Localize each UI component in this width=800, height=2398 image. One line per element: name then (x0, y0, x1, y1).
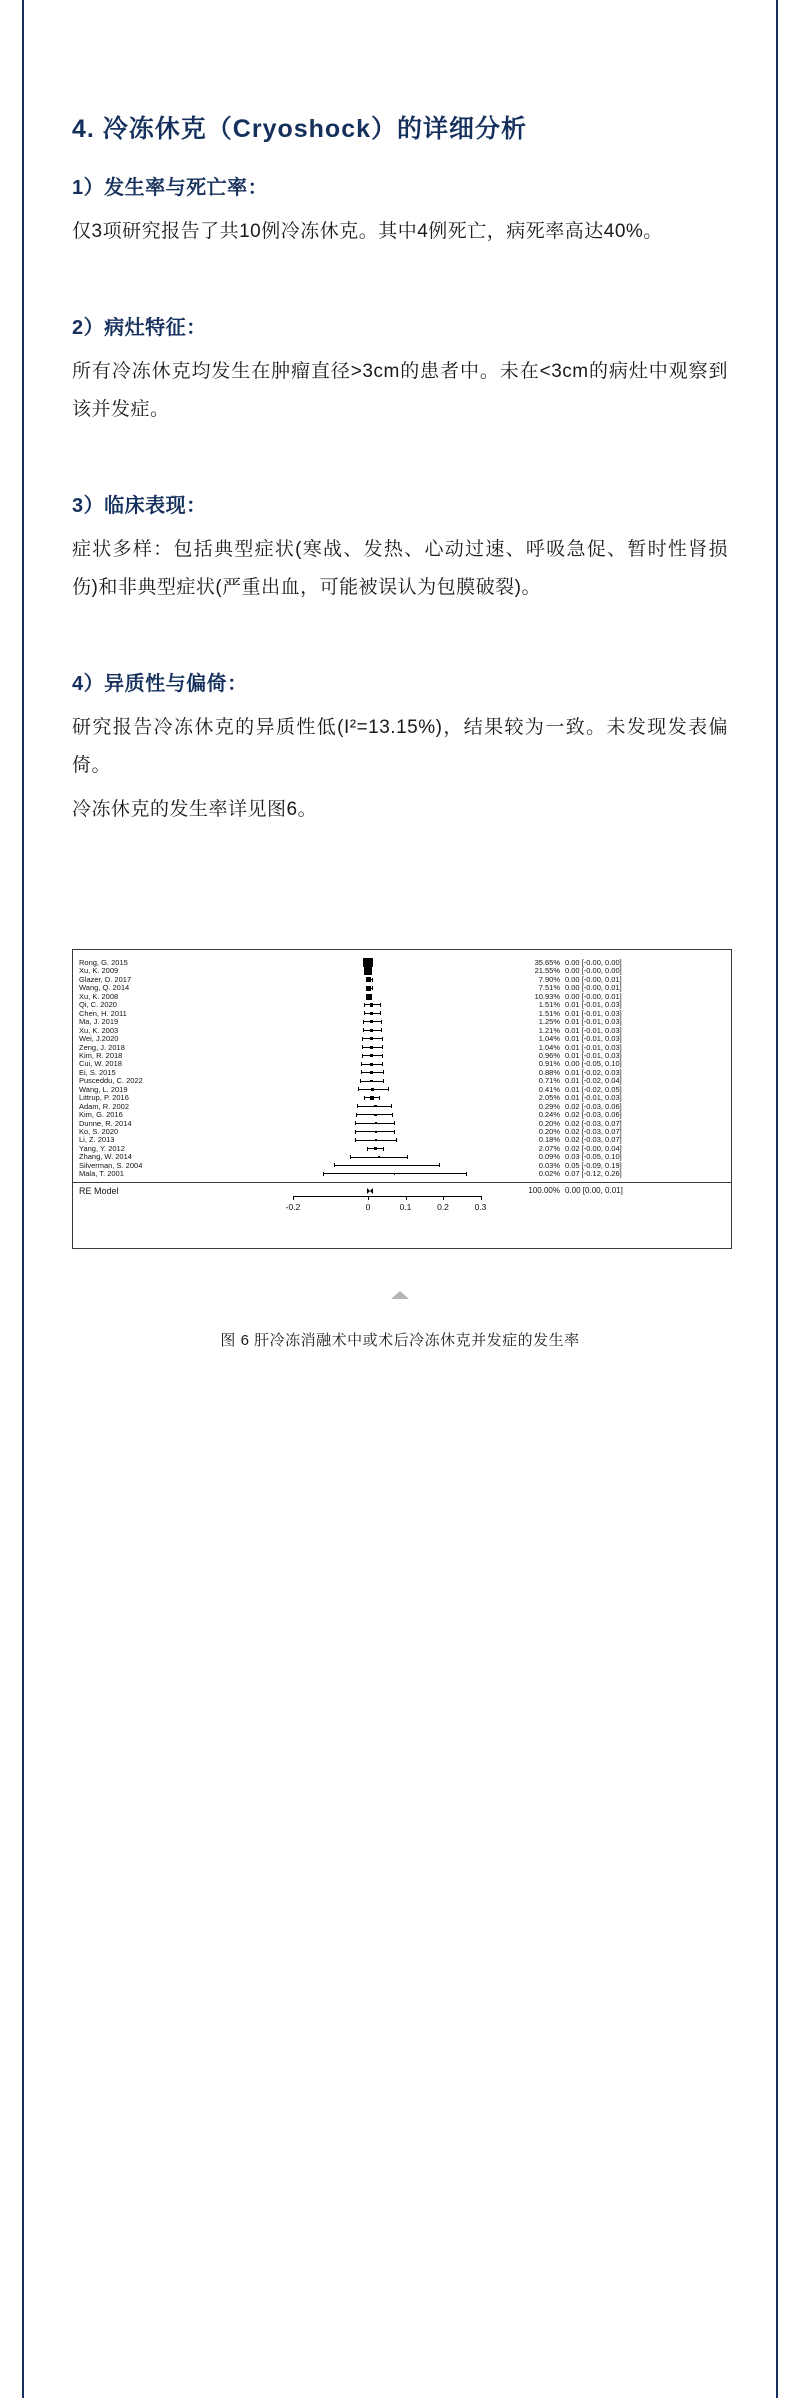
ci-cap (361, 1070, 362, 1074)
ci-cap (383, 1070, 384, 1074)
ci-cap (323, 1172, 324, 1176)
summary-separator (73, 1182, 731, 1183)
article-content (24, 0, 776, 1350)
study-estimate: 0.00 [-0.00, 0.01] (565, 974, 622, 984)
effect-marker (375, 1139, 377, 1141)
effect-marker (370, 1046, 373, 1049)
study-weight: 2.07% (538, 1143, 560, 1153)
study-estimate: 0.01 [-0.02, 0.04] (565, 1076, 622, 1086)
study-estimate: 0.00 [-0.00, 0.00] (565, 966, 622, 976)
subsection-paragraph-2: 所有冷冻休克均发生在肿瘤直径>3cm的患者中。未在<3cm的病灶中观察到该并发症。 (72, 361, 728, 420)
study-estimate: 0.01 [-0.01, 0.03] (565, 1008, 622, 1018)
ci-cap (372, 986, 373, 990)
ci-cap (361, 1062, 362, 1066)
ci-cap (382, 1062, 383, 1066)
ci-cap (362, 1045, 363, 1049)
study-estimate: 0.01 [-0.01, 0.03] (565, 1050, 622, 1060)
ci-cap (362, 1037, 363, 1041)
figure-caption: 图 6 肝冷冻消融术中或术后冷冻休克并发症的发生率 (220, 1332, 580, 1349)
study-label: Wang, L. 2019 (79, 1084, 128, 1094)
subsection-paragraph-1: 仅3项研究报告了共10例冷冻休克。其中4例死亡，病死率高达40%。 (72, 221, 663, 242)
study-estimate: 0.01 [-0.02, 0.05] (565, 1084, 622, 1094)
effect-marker (370, 1063, 373, 1066)
study-label: Kim, G. 2016 (79, 1110, 123, 1120)
ci-cap (360, 1079, 361, 1083)
study-label: Littrup, P. 2016 (79, 1093, 129, 1103)
study-label: Dunne, R. 2014 (79, 1118, 132, 1128)
effect-marker (394, 1173, 396, 1175)
ci-cap (383, 1079, 384, 1083)
study-estimate: 0.01 [-0.01, 0.03] (565, 1025, 622, 1035)
study-label: Ko, S. 2020 (79, 1127, 119, 1136)
spacer (72, 435, 728, 465)
study-weight: 10.93% (534, 991, 560, 1001)
ci-cap (372, 978, 373, 982)
study-estimate: 0.02 [-0.03, 0.07] (565, 1127, 622, 1136)
ci-cap (358, 1087, 359, 1091)
study-label: Li, Z. 2013 (79, 1135, 115, 1145)
ci-cap (364, 1096, 365, 1100)
effect-marker (370, 1071, 373, 1074)
effect-marker (374, 1105, 376, 1107)
spacer (72, 613, 728, 643)
study-estimate: 0.00 [-0.00, 0.00] (565, 958, 622, 967)
ci-cap (381, 1020, 382, 1024)
study-estimate: 0.02 [-0.03, 0.06] (565, 1101, 622, 1111)
study-weight: 1.51% (538, 1000, 560, 1010)
ci-cap (357, 1104, 358, 1108)
ci-cap (350, 1155, 351, 1159)
study-label: Yang, Y. 2012 (79, 1143, 125, 1153)
ci-cap (388, 1087, 389, 1091)
ci-cap (380, 1003, 381, 1007)
ci-cap (396, 1138, 397, 1142)
ci-cap (363, 1020, 364, 1024)
study-label: Chen, H. 2011 (79, 1008, 127, 1018)
study-estimate: 0.02 [-0.00, 0.04] (565, 1143, 622, 1153)
ci-cap (439, 1163, 440, 1167)
ci-cap (394, 1130, 395, 1134)
ci-cap (383, 1147, 384, 1151)
study-label: Qi, C. 2020 (79, 1000, 117, 1010)
page-title: 4. 冷冻休克（Cryoshock）的详细分析 (72, 115, 528, 143)
study-label: Zhang, W. 2014 (79, 1152, 132, 1162)
study-weight: 0.41% (538, 1084, 560, 1094)
effect-marker (374, 1114, 376, 1116)
study-label: Ei, S. 2015 (79, 1067, 116, 1077)
effect-marker (363, 958, 373, 968)
study-label: Pusceddu, C. 2022 (79, 1076, 143, 1086)
summary-estimate: 0.00 [0.00, 0.01] (565, 1185, 623, 1195)
study-weight: 1.21% (538, 1025, 560, 1035)
ci-cap (466, 1172, 467, 1176)
effect-marker (370, 1054, 373, 1057)
ci-cap (380, 1011, 381, 1015)
study-label: Xu, K. 2009 (79, 966, 119, 976)
ci-cap (367, 1147, 368, 1151)
effect-marker (370, 1096, 374, 1100)
study-estimate: 0.03 [-0.05, 0.10] (565, 1152, 622, 1162)
subsection-heading-4: 4）异质性与偏倚： (72, 673, 248, 695)
x-axis-tick-label: -0.2 (285, 1201, 301, 1212)
study-estimate: 0.01 [-0.01, 0.03] (565, 1093, 622, 1103)
subsection-heading-1: 1）发生率与死亡率： (72, 177, 269, 199)
study-weight: 0.20% (538, 1127, 560, 1136)
study-estimate: 0.01 [-0.01, 0.03] (565, 1042, 622, 1052)
study-estimate: 0.01 [-0.01, 0.03] (565, 1034, 622, 1044)
effect-marker (370, 1080, 373, 1083)
study-label: Xu, K. 2008 (79, 991, 119, 1001)
study-estimate: 0.02 [-0.03, 0.06] (565, 1110, 622, 1120)
study-label: Glazer, D. 2017 (79, 974, 132, 984)
effect-marker (370, 1020, 373, 1023)
x-axis-tick-label: 0.2 (437, 1201, 449, 1212)
summary-weight: 100.00% (528, 1185, 560, 1195)
study-weight: 1.25% (538, 1017, 560, 1027)
study-estimate: 0.00 [-0.00, 0.01] (565, 991, 622, 1001)
x-axis-tick (481, 1196, 482, 1200)
effect-marker (366, 994, 372, 1000)
x-axis-tick (443, 1196, 444, 1200)
effect-marker (386, 1165, 388, 1167)
ci-cap (356, 1113, 357, 1117)
study-estimate: 0.00 [-0.00, 0.01] (565, 983, 622, 993)
x-axis-tick (406, 1196, 407, 1200)
study-weight: 0.18% (538, 1135, 560, 1145)
subsection-paragraph-3: 症状多样：包括典型症状(寒战、发热、心动过速、呼吸急促、暂时性肾损伤)和非典型症状(严重出血，可能被误认为包膜破裂)。 (72, 539, 728, 598)
ci-cap (407, 1155, 408, 1159)
subsection-heading-3: 3）临床表现： (72, 495, 207, 517)
study-weight: 21.55% (534, 966, 560, 976)
ci-cap (364, 1003, 365, 1007)
ci-cap (364, 1011, 365, 1015)
study-weight: 0.02% (538, 1169, 560, 1179)
effect-marker (375, 1122, 377, 1124)
study-weight: 7.90% (538, 974, 560, 984)
ci-cap (355, 1130, 356, 1134)
effect-marker (378, 1156, 380, 1158)
ci-cap (391, 1104, 392, 1108)
study-weight: 1.51% (538, 1008, 560, 1018)
study-weight: 35.65% (534, 958, 560, 967)
x-axis-tick (293, 1196, 294, 1200)
study-label: Xu, K. 2003 (79, 1025, 119, 1035)
effect-marker (370, 1037, 373, 1040)
effect-marker (370, 1012, 373, 1015)
study-label: Cui, W. 2018 (79, 1059, 122, 1069)
summary-label: RE Model (79, 1185, 119, 1196)
forest-plot-canvas (73, 950, 731, 1248)
ci-cap (381, 1028, 382, 1032)
ci-cap (379, 1096, 380, 1100)
study-estimate: 0.07 [-0.12, 0.26] (565, 1169, 622, 1179)
effect-marker (366, 986, 371, 991)
effect-marker (370, 1029, 373, 1032)
study-weight: 0.88% (538, 1067, 560, 1077)
study-weight: 7.51% (538, 983, 560, 993)
x-axis-tick-label: 0 (365, 1201, 371, 1212)
subsection-paragraph-4a: 研究报告冷冻休克的异质性低(I²=13.15%)，结果较为一致。未发现发表偏倚。 (72, 717, 728, 776)
effect-marker (370, 1003, 373, 1006)
study-label: Wang, Q. 2014 (79, 983, 130, 993)
x-axis-line (293, 1196, 481, 1197)
x-axis-tick-label: 0.1 (399, 1201, 412, 1212)
subsection-heading-2: 2）病灶特征： (72, 317, 207, 339)
effect-marker (375, 1131, 377, 1133)
subsection-paragraph-4b: 冷冻休克的发生率详见图6。 (72, 799, 318, 820)
effect-marker (366, 977, 371, 982)
document-page (22, 0, 778, 2398)
effect-marker (371, 1088, 373, 1090)
ci-cap (334, 1163, 335, 1167)
up-arrow-icon (391, 1291, 409, 1299)
study-weight: 0.96% (538, 1050, 560, 1060)
study-label: Silverman, S. 2004 (79, 1160, 143, 1170)
study-estimate: 0.01 [-0.01, 0.03] (565, 1017, 622, 1027)
ci-cap (382, 1054, 383, 1058)
ci-cap (392, 1113, 393, 1117)
study-weight: 0.09% (538, 1152, 560, 1162)
x-axis-tick (368, 1196, 369, 1200)
study-label: Wei, J.2020 (79, 1034, 119, 1044)
x-axis-tick-label: 0.3 (474, 1201, 487, 1212)
study-weight: 1.04% (538, 1042, 560, 1052)
ci-cap (363, 1028, 364, 1032)
effect-marker (374, 1147, 378, 1151)
forest-plot (72, 949, 732, 1249)
study-label: Adam, R. 2002 (79, 1101, 130, 1111)
study-weight: 0.71% (538, 1076, 560, 1086)
summary-diamond (367, 1188, 373, 1194)
study-label: Ma, J. 2019 (79, 1017, 119, 1027)
study-estimate: 0.02 [-0.03, 0.07] (565, 1118, 622, 1128)
study-estimate: 0.01 [-0.01, 0.03] (565, 1000, 622, 1010)
spacer (72, 257, 728, 287)
study-weight: 0.03% (538, 1160, 560, 1170)
ci-cap (362, 1054, 363, 1058)
ci-cap (394, 1121, 395, 1125)
study-estimate: 0.02 [-0.03, 0.07] (565, 1135, 622, 1145)
study-weight: 2.05% (538, 1093, 560, 1103)
study-weight: 0.29% (538, 1101, 560, 1111)
study-weight: 0.24% (538, 1110, 560, 1120)
ci-cap (382, 1037, 383, 1041)
study-label: Rong, G. 2015 (79, 958, 128, 967)
study-estimate: 0.01 [-0.02, 0.03] (565, 1067, 622, 1077)
study-label: Mala, T. 2001 (79, 1169, 124, 1179)
study-weight: 0.20% (538, 1118, 560, 1128)
figure-block (72, 949, 728, 1350)
ci-cap (355, 1121, 356, 1125)
study-weight: 0.91% (538, 1059, 560, 1069)
ci-cap (355, 1138, 356, 1142)
effect-marker (364, 967, 372, 975)
study-label: Kim, R. 2018 (79, 1050, 123, 1060)
study-estimate: 0.05 [-0.09, 0.19] (565, 1160, 622, 1170)
study-label: Zeng, J. 2018 (79, 1042, 125, 1052)
study-weight: 1.04% (538, 1034, 560, 1044)
ci-cap (382, 1045, 383, 1049)
study-estimate: 0.00 [-0.05, 0.10] (565, 1059, 622, 1069)
